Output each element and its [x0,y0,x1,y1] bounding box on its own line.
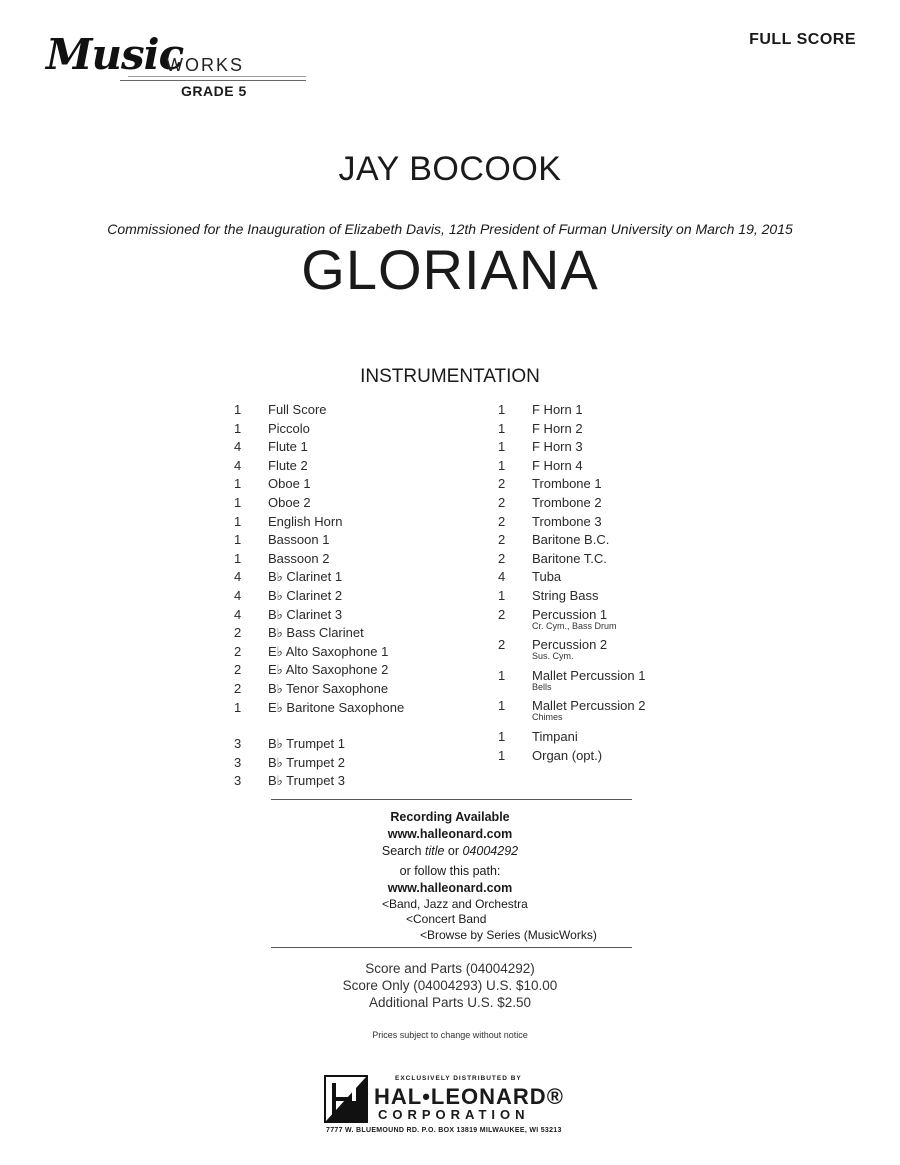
follow-path-text: or follow this path: [399,864,501,878]
instrument-quantity: 1 [498,728,506,744]
instrument-quantity: 2 [234,662,242,678]
instrument-quantity: 2 [498,494,506,510]
instrument-name: B♭ Clarinet 2 [268,587,343,603]
instrument-quantity: 1 [234,476,242,492]
instrument-name: Trombone 3 [532,513,602,529]
instrument-name: Percussion 1 [532,606,608,622]
path-step-3[interactable]: <Browse by Series (MusicWorks) [420,928,597,942]
instrument-quantity: 2 [498,532,506,548]
instrument-quantity: 4 [234,439,242,455]
instrument-quantity: 1 [234,699,242,715]
search-or: or [444,844,463,858]
instrument-name: B♭ Trumpet 2 [268,754,345,770]
instrument-name: Trombone 2 [532,494,602,510]
publisher-corporation: CORPORATION [378,1107,530,1122]
commission-note: Commissioned for the Inauguration of Elizabeth Davis, 12th President of Furman University on March 19, 2015 [107,221,793,237]
grade-label: GRADE 5 [181,83,247,99]
instrument-quantity: 1 [498,667,506,683]
instrument-quantity: 2 [498,606,506,622]
recording-heading: Recording Available [390,810,510,824]
path-url[interactable]: www.halleonard.com [387,881,513,895]
instrument-name: Tuba [532,569,562,585]
divider-bottom [271,947,632,948]
divider-top [271,799,632,800]
price-score-only: Score Only (04004293) U.S. $10.00 [342,978,558,993]
price-notice: Prices subject to change without notice [372,1030,528,1040]
instrument-subnote: Cr. Cym., Bass Drum [532,620,617,631]
instrument-quantity: 1 [498,457,506,473]
instrument-quantity: 1 [234,420,242,436]
distributed-by-label: EXCLUSIVELY DISTRIBUTED BY [395,1075,522,1082]
publisher-address: 7777 W. BLUEMOUND RD. P.O. BOX 13819 MILWAUKEE, WI 53213 [326,1127,562,1134]
instrument-quantity: 4 [234,587,242,603]
instrument-subnote: Chimes [532,712,563,723]
instrument-name: F Horn 2 [532,420,583,436]
instrument-quantity: 3 [234,736,242,752]
instrument-quantity: 2 [234,643,242,659]
instrument-quantity: 2 [498,476,506,492]
instrument-quantity: 1 [234,550,242,566]
instrument-name: Oboe 1 [268,476,311,492]
instrument-quantity: 4 [498,569,506,585]
price-additional-parts: Additional Parts U.S. $2.50 [368,995,532,1010]
hal-leonard-emblem-icon [324,1075,368,1123]
instrument-quantity: 1 [234,402,242,417]
instrument-quantity: 2 [498,550,506,566]
instrument-name: B♭ Trumpet 3 [268,773,345,789]
instrument-name: Mallet Percussion 2 [532,698,646,714]
instrument-name: B♭ Clarinet 1 [268,569,343,585]
instrument-quantity: 1 [234,532,242,548]
instrument-name: Percussion 2 [532,637,608,653]
instrument-quantity: 3 [234,754,242,770]
instrument-name: B♭ Bass Clarinet [268,625,364,641]
instrument-name: B♭ Trumpet 1 [268,736,345,752]
instrument-name: Baritone B.C. [532,532,610,548]
path-step-1[interactable]: <Band, Jazz and Orchestra [382,897,528,911]
instrumentation-heading: INSTRUMENTATION [360,366,540,387]
instrument-name: Piccolo [268,420,310,436]
instrument-name: E♭ Baritone Saxophone [268,699,405,715]
instrument-quantity: 1 [498,698,506,714]
instrument-quantity: 1 [498,420,506,436]
instrument-quantity: 4 [234,569,242,585]
instrument-name: Baritone T.C. [532,550,607,566]
instrument-name: Bassoon 2 [268,550,330,566]
instrument-quantity: 2 [498,637,506,653]
instrument-name: E♭ Alto Saxophone 1 [268,643,389,659]
path-step-2[interactable]: <Concert Band [406,912,487,926]
search-title-word: title [424,844,445,858]
recording-url[interactable]: www.halleonard.com [387,827,513,841]
instrument-name: English Horn [268,513,343,529]
instrument-name: Flute 2 [268,457,308,473]
instrument-subnote: Sus. Cym. [532,651,574,662]
composer-name: JAY BOCOOK [338,150,562,188]
logo-script-text: Music [46,30,184,79]
search-prefix: Search [381,844,425,858]
instrument-name: Mallet Percussion 1 [532,667,646,683]
instrument-name: Trombone 1 [532,476,602,492]
instrument-name: E♭ Alto Saxophone 2 [268,662,389,678]
recording-search-line [0,844,900,858]
piece-title: GLORIANA [301,238,599,301]
instrument-name: Full Score [268,402,327,417]
instrument-name: Bassoon 1 [268,532,330,548]
instrument-name: F Horn 1 [532,402,583,417]
price-score-and-parts: Score and Parts (04004292) [365,961,535,976]
search-code: 04004292 [462,844,519,858]
instrument-name: Timpani [532,728,578,744]
instrument-quantity: 1 [498,439,506,455]
instrument-quantity: 1 [498,747,506,763]
instrument-quantity: 4 [234,606,242,622]
instrument-name: F Horn 4 [532,457,583,473]
instrument-name: B♭ Clarinet 3 [268,606,343,622]
full-score-label: FULL SCORE [749,31,856,48]
instrument-name: Organ (opt.) [532,747,603,763]
instrument-quantity: 1 [498,587,506,603]
instrument-quantity: 2 [498,513,506,529]
instrument-quantity: 1 [498,402,506,417]
instrument-name: String Bass [532,587,599,603]
instrument-quantity: 1 [234,513,242,529]
instrument-quantity: 1 [234,494,242,510]
instrument-name: Flute 1 [268,439,308,455]
instrument-name: Oboe 2 [268,494,311,510]
instrument-quantity: 3 [234,773,242,789]
instrument-subnote: Bells [532,681,552,692]
instrument-quantity: 4 [234,457,242,473]
instrument-quantity: 2 [234,680,242,696]
logo-works-text: WORKS [166,55,245,75]
instrument-quantity: 2 [234,625,242,641]
publisher-name: HAL•LEONARD® [374,1084,564,1109]
instrument-name: B♭ Tenor Saxophone [268,680,389,696]
instrument-name: F Horn 3 [532,439,583,455]
